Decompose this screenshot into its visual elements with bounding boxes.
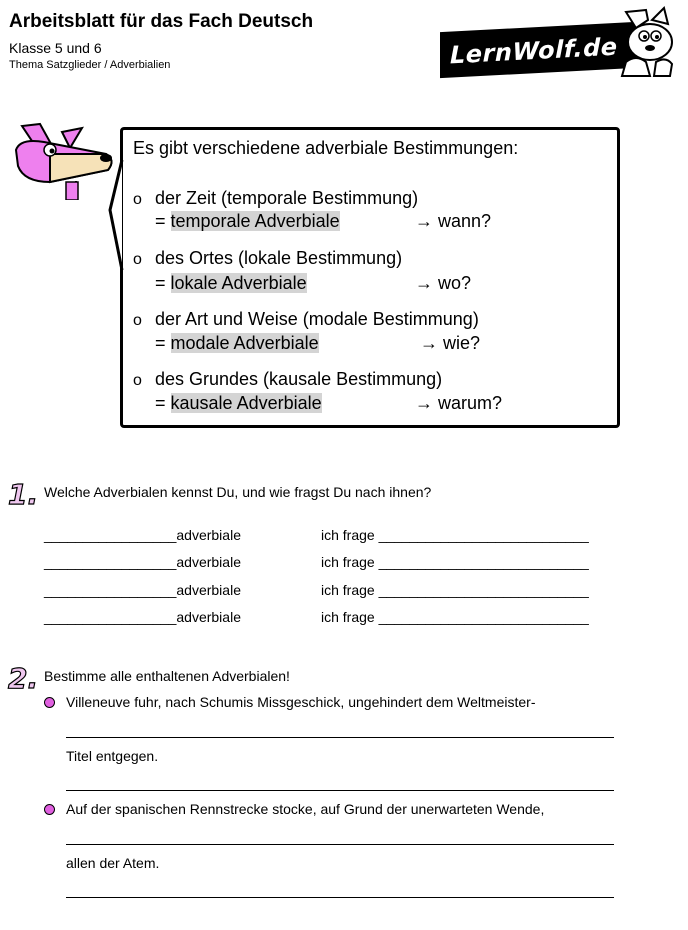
question-word: → wann? [415, 211, 492, 231]
answer-line[interactable] [66, 790, 614, 791]
equals-prefix: = [155, 333, 171, 353]
item-bullet: o [133, 251, 142, 268]
question-word: → warum? [415, 393, 503, 413]
wolf-mascot-icon [606, 6, 678, 80]
highlighted-adverbial: modale Adverbiale [170, 333, 319, 353]
ask-row [321, 554, 589, 570]
ask-label: ich frage [321, 527, 375, 543]
ask-row [321, 609, 589, 625]
adverbial-type-line: der Zeit (temporale Bestimmung) [155, 188, 419, 208]
answer-blank[interactable]: ___________________________ [378, 554, 589, 570]
equals-prefix: = [155, 211, 171, 231]
item-bullet: o [133, 372, 142, 389]
highlighted-adverbial: temporale Adverbiale [170, 211, 340, 231]
exercise-number: 2. [8, 662, 39, 695]
item-bullet: o [133, 191, 142, 208]
info-intro: Es gibt verschiedene adverbiale Bestimmungen: [133, 138, 519, 158]
pink-dog-mascot-icon [10, 120, 120, 200]
highlighted-adverbial: lokale Adverbiale [170, 273, 307, 293]
suffix: adverbiale [176, 609, 241, 625]
answer-line[interactable] [66, 897, 614, 898]
question-word: → wie? [420, 333, 481, 353]
answer-blank[interactable]: ___________________________ [378, 609, 589, 625]
suffix: adverbiale [176, 582, 241, 598]
ask-label: ich frage [321, 554, 375, 570]
exercise-question: Bestimme alle enthaltenen Adverbialen! [44, 668, 290, 684]
page-title: Arbeitsblatt für das Fach Deutsch [9, 11, 314, 32]
pink-bullet-icon [44, 697, 55, 708]
sentence-text: allen der Atem. [66, 855, 160, 871]
adverbial-type-line: des Ortes (lokale Bestimmung) [155, 248, 403, 268]
adverbial-name-line [155, 273, 307, 294]
logo-text: LernWolf.de [450, 32, 618, 70]
ask-row [321, 527, 589, 543]
answer-line[interactable] [66, 737, 614, 738]
answer-row [44, 582, 241, 598]
item-bullet: o [133, 312, 142, 329]
sentence-text: Auf der spanischen Rennstrecke stocke, auf Grund der unerwarteten Wende, [66, 801, 545, 817]
ask-label: ich frage [321, 609, 375, 625]
question-word: → wo? [415, 273, 472, 293]
pink-bullet-icon [44, 804, 55, 815]
speech-tail [108, 160, 128, 270]
topic: Thema Satzglieder / Adverbialien [9, 59, 171, 71]
ask-row [321, 582, 589, 598]
answer-row [44, 609, 241, 625]
blank[interactable]: _________________ [44, 609, 177, 625]
adverbial-type-line: des Grundes (kausale Bestimmung) [155, 369, 443, 389]
adverbial-name-line [155, 333, 319, 354]
suffix: adverbiale [176, 527, 241, 543]
blank[interactable]: _________________ [44, 554, 177, 570]
exercise-question: Welche Adverbialen kennst Du, und wie fragst Du nach ihnen? [44, 484, 432, 500]
adverbial-name-line [155, 211, 340, 232]
suffix: adverbiale [176, 554, 241, 570]
answer-line[interactable] [66, 844, 614, 845]
blank[interactable]: _________________ [44, 527, 177, 543]
ask-label: ich frage [321, 582, 375, 598]
blank[interactable]: _________________ [44, 582, 177, 598]
sentence-text: Villeneuve fuhr, nach Schumis Missgeschick, ungehindert dem Weltmeister- [66, 694, 536, 710]
lernwolf-logo [438, 6, 678, 80]
equals-prefix: = [155, 393, 171, 413]
sentence-text: Titel entgegen. [66, 748, 159, 764]
answer-row [44, 554, 241, 570]
answer-blank[interactable]: ___________________________ [378, 582, 589, 598]
answer-blank[interactable]: ___________________________ [378, 527, 589, 543]
exercise-number: 1. [8, 478, 39, 511]
adverbial-type-line: der Art und Weise (modale Bestimmung) [155, 309, 479, 329]
equals-prefix: = [155, 273, 171, 293]
highlighted-adverbial: kausale Adverbiale [170, 393, 322, 413]
answer-row [44, 527, 241, 543]
adverbial-name-line [155, 393, 322, 414]
class-level: Klasse 5 und 6 [9, 40, 102, 56]
